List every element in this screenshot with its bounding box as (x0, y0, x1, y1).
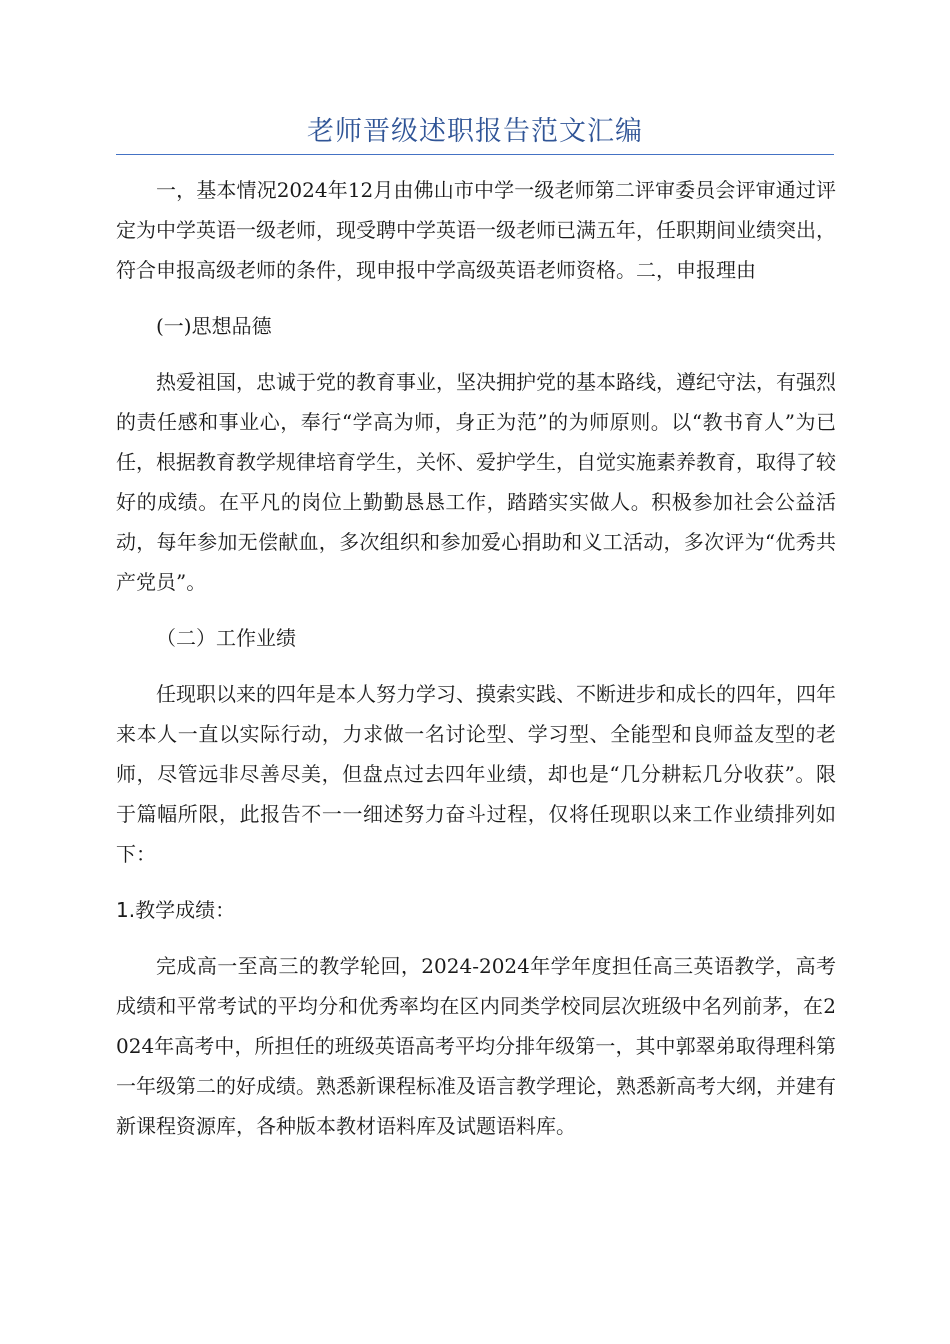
heading-ideology: (一)思想品德 (156, 314, 272, 338)
heading-work-performance: （二）工作业绩 (156, 626, 296, 650)
heading-text: 教学成绩： (135, 898, 236, 922)
heading-number: 1. (116, 898, 136, 922)
paragraph-teaching-results: 完成高一至高三的教学轮回，2024-2024年学年度担任高三英语教学，高考成绩和平常考试的平均分和优秀率均在区内同类学校同层次班级中名列前茅，在2024年高考中，所担任的班级英语高考平均分排年级第一，其中郭翠弟取得理科第一年级第二的好成绩。熟悉新课程标准及语言教学理论，熟悉新高考大纲，并建有新课程资源库，各种版本教材语料库及试题语料库。 (116, 954, 836, 1138)
paragraph-work-performance: 任现职以来的四年是本人努力学习、摸索实践、不断进步和成长的四年，四年来本人一直以实际行动，力求做一名讨论型、学习型、全能型和良师益友型的老师，尽管远非尽善尽美，但盘点过去四年业绩，却也是“几分耕耘几分收获”。限于篇幅所限，此报告不一一细述努力奋斗过程，仅将任现职以来工作业绩排列如下： (116, 682, 836, 866)
title-underline (116, 154, 834, 155)
heading-teaching-results (116, 890, 836, 930)
document-body (116, 170, 836, 1146)
document-title: 老师晋级述职报告范文汇编 (307, 116, 643, 147)
paragraph-basic-info: 一，基本情况2024年12月由佛山市中学一级老师第二评审委员会评审通过评定为中学英语一级老师，现受聘中学英语一级老师已满五年，任职期间业绩突出，符合申报高级老师的条件，现申报中学高级英语老师资格。二，申报理由 (116, 178, 836, 282)
paragraph-ideology: 热爱祖国，忠诚于党的教育事业，坚决拥护党的基本路线，遵纪守法，有强烈的责任感和事业心，奉行“学高为师，身正为范”的为师原则。以“教书育人”为已任，根据教育教学规律培育学生，关怀、爱护学生，自觉实施素养教育，取得了较好的成绩。在平凡的岗位上勤勤恳恳工作，踏踏实实做人。积极参加社会公益活动，每年参加无偿献血，多次组织和参加爱心捐助和义工活动，多次评为“优秀共产党员”。 (116, 370, 836, 594)
